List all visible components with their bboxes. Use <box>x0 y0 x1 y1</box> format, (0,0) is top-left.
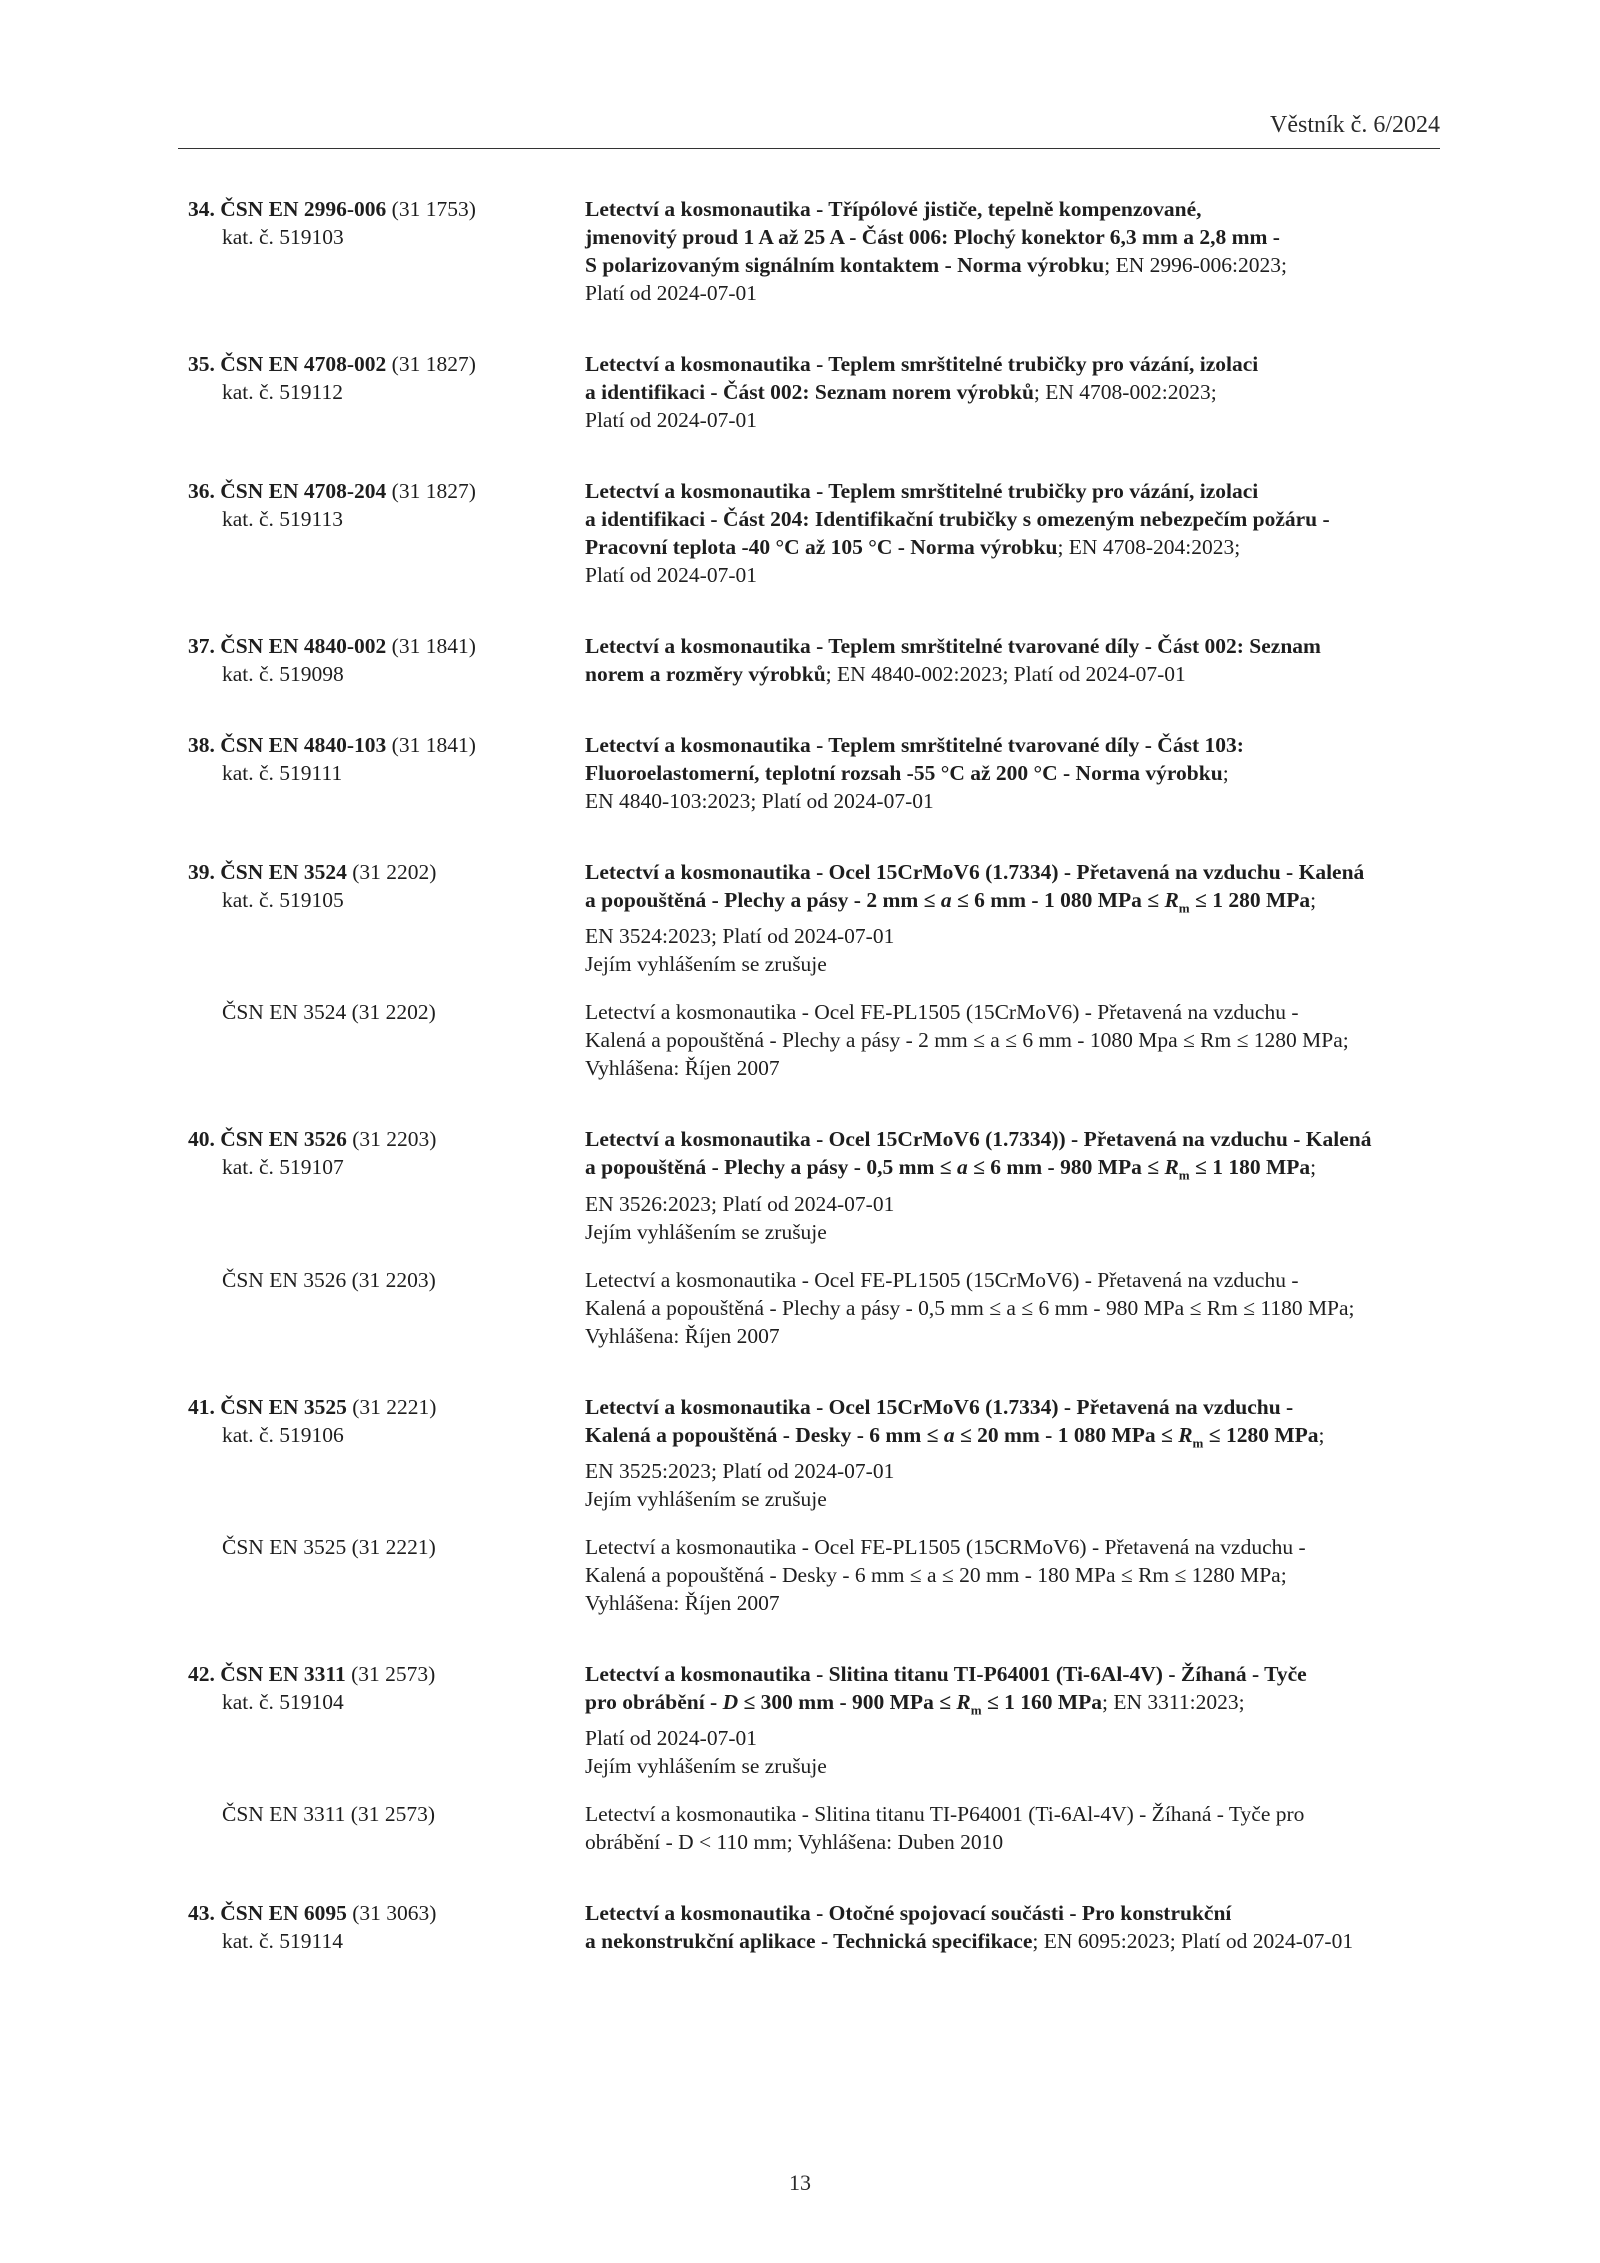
catalog-number: kat. č. 519098 <box>222 662 344 686</box>
en-reference: ; EN 4840-002:2023; Platí od 2024-07-01 <box>825 662 1186 686</box>
standard-code: ČSN EN 4708-002 <box>220 352 387 376</box>
standard-id <box>188 1393 585 1513</box>
standard-code: ČSN EN 3526 <box>220 1127 347 1152</box>
standard-entry <box>188 477 1440 589</box>
en-reference: EN 3524:2023; Platí od 2024-07-01 <box>585 924 895 949</box>
standard-description <box>585 195 1440 307</box>
catalog-number: kat. č. 519103 <box>222 225 344 249</box>
catalog-number: kat. č. 519107 <box>222 1155 344 1180</box>
header-title: Věstník č. 6/2024 <box>1270 112 1440 138</box>
old-title-line: Vyhlášena: Říjen 2007 <box>585 1590 780 1615</box>
standard-description <box>585 1125 1440 1245</box>
standard-id <box>188 1125 585 1245</box>
old-standard-code: ČSN EN 3526 (31 2203) <box>222 1267 436 1292</box>
standard-description <box>585 632 1440 688</box>
standard-entry <box>188 731 1440 815</box>
title-line: a popouštěná - Plechy a pásy - 0,5 mm ≤ a ≤ 6 mm - 980 MPa ≤ $R_m \le 1$ 180 MPa <box>585 1155 1311 1183</box>
standard-entry <box>188 1393 1440 1617</box>
standard-entry <box>188 1660 1440 1856</box>
old-title-line: Vyhlášena: Říjen 2007 <box>585 1056 780 1081</box>
valid-from: Platí od 2024-07-01 <box>585 408 757 432</box>
page-number: 13 <box>789 2170 811 2195</box>
title-tail: ; EN 3311:2023; <box>1102 1689 1245 1714</box>
replaces-note: Jejím vyhlášením se zrušuje <box>585 1486 827 1511</box>
title-line: a nekonstrukční aplikace - Technická specifikace <box>585 1929 1033 1954</box>
title-line: Letectví a kosmonautika - Otočné spojovací součásti - Pro konstrukční <box>585 1901 1232 1926</box>
title-tail: ; <box>1310 1155 1317 1180</box>
title-line: a identifikaci - Část 002: Seznam norem výrobků <box>585 380 1034 404</box>
title-line: norem a rozměry výrobků <box>585 662 826 686</box>
entry-number: 43. <box>188 1901 215 1926</box>
class-code: (31 2203) <box>352 1127 437 1152</box>
catalog-number: kat. č. 519112 <box>222 380 344 404</box>
standard-entry <box>188 350 1440 434</box>
old-title-line: Kalená a popouštěná - Plechy a pásy - 2 mm ≤ a ≤ 6 mm - 1080 Mpa ≤ Rm ≤ 1280 MPa; <box>585 1028 1349 1053</box>
title-tail: ; <box>1222 761 1229 785</box>
standard-code: ČSN EN 3311 <box>220 1661 346 1686</box>
old-standard-code: ČSN EN 3524 (31 2202) <box>222 1000 436 1025</box>
standard-id <box>188 195 585 307</box>
class-code: (31 1827) <box>391 479 476 503</box>
title-line: pro obrábění - D ≤ 300 mm - 900 MPa ≤ $R_m \le 1$ 160 MPa <box>585 1689 1103 1718</box>
title-line: a popouštěná - Plechy a pásy - 2 mm ≤ a ≤ 6 mm - 1 080 MPa ≤ $R_m \le 1$ 280 MPa <box>585 888 1311 916</box>
standard-entry <box>188 632 1440 688</box>
en-reference: EN 3525:2023; Platí od 2024-07-01 <box>585 1458 895 1483</box>
en-reference: ; EN 4708-204:2023; <box>1057 535 1241 559</box>
catalog-number: kat. č. 519106 <box>222 1422 344 1447</box>
entry-number: 39. <box>188 860 215 884</box>
entry-number: 36. <box>188 479 215 503</box>
old-title-line: Kalená a popouštěná - Desky - 6 mm ≤ a ≤ 20 mm - 180 MPa ≤ Rm ≤ 1280 MPa; <box>585 1562 1287 1587</box>
class-code: (31 1841) <box>391 634 476 658</box>
replaces-note: Jejím vyhlášením se zrušuje <box>585 952 827 977</box>
entry-number: 34. <box>188 197 215 221</box>
replaces-note: Jejím vyhlášením se zrušuje <box>585 1219 827 1244</box>
en-reference: ; EN 4708-002:2023; <box>1033 380 1217 404</box>
entry-number: 38. <box>188 733 215 757</box>
title-line: Letectví a kosmonautika - Ocel 15CrMoV6 (1.7334) - Přetavená na vzduchu - Kalená <box>585 860 1365 884</box>
standard-id <box>188 731 585 815</box>
standard-description <box>585 1899 1440 1955</box>
class-code: (31 1753) <box>391 197 476 221</box>
old-title-line: Letectví a kosmonautika - Ocel FE-PL1505 (15CrMoV6) - Přetavená na vzduchu - <box>585 1000 1299 1025</box>
title-tail: ; <box>1310 888 1317 912</box>
valid-from: Platí od 2024-07-01 <box>585 1726 757 1751</box>
title-line: Letectví a kosmonautika - Ocel 15CrMoV6 (1.7334) - Přetavená na vzduchu - <box>585 1394 1294 1419</box>
en-reference: EN 3526:2023; Platí od 2024-07-01 <box>585 1191 895 1216</box>
class-code: (31 2221) <box>352 1394 437 1419</box>
replaced-standard <box>188 998 1440 1082</box>
catalog-number: kat. č. 519114 <box>222 1929 344 1954</box>
catalog-number: kat. č. 519113 <box>222 507 344 531</box>
standard-description <box>585 350 1440 434</box>
title-tail: ; <box>1318 1422 1325 1447</box>
valid-from: Platí od 2024-07-01 <box>585 563 757 587</box>
class-code: (31 3063) <box>352 1901 437 1926</box>
standard-description <box>585 1393 1440 1513</box>
class-code: (31 2202) <box>352 860 437 884</box>
standard-code: ČSN EN 4840-103 <box>220 733 387 757</box>
title-line: Letectví a kosmonautika - Slitina titanu TI-P64001 (Ti-6Al-4V) - Žíhaná - Tyče <box>585 1661 1307 1686</box>
page-header <box>178 112 1440 149</box>
title-line: Letectví a kosmonautika - Teplem smrštitelné tvarované díly - Část 103: <box>585 733 1244 757</box>
standard-description <box>585 1660 1440 1780</box>
catalog-number: kat. č. 519111 <box>222 761 343 785</box>
standard-id <box>188 1660 585 1780</box>
standard-code: ČSN EN 3525 <box>220 1394 347 1419</box>
title-line: Letectví a kosmonautika - Ocel 15CrMoV6 (1.7334)) - Přetavená na vzduchu - Kalená <box>585 1127 1372 1152</box>
old-title-line: Letectví a kosmonautika - Ocel FE-PL1505 (15CRMoV6) - Přetavená na vzduchu - <box>585 1534 1306 1559</box>
title-line: S polarizovaným signálním kontaktem - Norma výrobku <box>585 253 1105 277</box>
standard-description <box>585 477 1440 589</box>
en-reference: EN 4840-103:2023; Platí od 2024-07-01 <box>585 789 934 813</box>
standards-list <box>188 195 1440 1998</box>
title-line: Letectví a kosmonautika - Teplem smrštitelné trubičky pro vázání, izolaci <box>585 479 1259 503</box>
standard-code: ČSN EN 6095 <box>220 1901 347 1926</box>
standard-code: ČSN EN 2996-006 <box>220 197 387 221</box>
standard-id <box>188 477 585 589</box>
title-line: Letectví a kosmonautika - Teplem smrštitelné tvarované díly - Část 002: Seznam <box>585 634 1321 658</box>
old-title-line: Kalená a popouštěná - Plechy a pásy - 0,5 mm ≤ a ≤ 6 mm - 980 MPa ≤ Rm ≤ 1180 MPa; <box>585 1295 1355 1320</box>
entry-number: 40. <box>188 1127 215 1152</box>
title-line: jmenovitý proud 1 A až 25 A - Část 006: Plochý konektor 6,3 mm a 2,8 mm - <box>585 225 1280 249</box>
standard-entry <box>188 1899 1440 1955</box>
catalog-number: kat. č. 519104 <box>222 1689 344 1714</box>
class-code: (31 2573) <box>351 1661 436 1686</box>
old-title-line: obrábění - D < 110 mm; Vyhlášena: Duben 2010 <box>585 1830 1004 1855</box>
old-title-line: Letectví a kosmonautika - Ocel FE-PL1505 (15CrMoV6) - Přetavená na vzduchu - <box>585 1267 1299 1292</box>
standard-entry <box>188 1125 1440 1349</box>
en-reference: ; EN 2996-006:2023; <box>1104 253 1287 277</box>
old-standard-code: ČSN EN 3311 (31 2573) <box>222 1802 436 1827</box>
standard-id <box>188 1899 585 1955</box>
valid-from: Platí od 2024-07-01 <box>585 281 757 305</box>
standard-id <box>188 350 585 434</box>
entry-number: 37. <box>188 634 215 658</box>
old-standard-code: ČSN EN 3525 (31 2221) <box>222 1534 436 1559</box>
title-line: Letectví a kosmonautika - Třípólové jističe, tepelně kompenzované, <box>585 197 1202 221</box>
standard-id <box>188 632 585 688</box>
en-reference: ; EN 6095:2023; Platí od 2024-07-01 <box>1032 1929 1354 1954</box>
entry-number: 42. <box>188 1661 215 1686</box>
standard-entry <box>188 195 1440 307</box>
replaces-note: Jejím vyhlášením se zrušuje <box>585 1754 827 1779</box>
standard-id <box>188 858 585 978</box>
replaced-standard <box>188 1800 1440 1856</box>
entry-number: 41. <box>188 1394 215 1419</box>
standard-description <box>585 858 1440 978</box>
title-line: Letectví a kosmonautika - Teplem smrštitelné trubičky pro vázání, izolaci <box>585 352 1259 376</box>
standard-entry <box>188 858 1440 1082</box>
catalog-number: kat. č. 519105 <box>222 888 344 912</box>
title-line: Pracovní teplota -40 °C až 105 °C - Norma výrobku <box>585 535 1058 559</box>
class-code: (31 1827) <box>391 352 476 376</box>
replaced-standard <box>188 1533 1440 1617</box>
class-code: (31 1841) <box>391 733 476 757</box>
entry-number: 35. <box>188 352 215 376</box>
standard-code: ČSN EN 4708-204 <box>220 479 387 503</box>
standard-code: ČSN EN 4840-002 <box>220 634 387 658</box>
title-line: a identifikaci - Část 204: Identifikační trubičky s omezeným nebezpečím požáru - <box>585 507 1330 531</box>
replaced-standard <box>188 1266 1440 1350</box>
title-line: Kalená a popouštěná - Desky - 6 mm ≤ a ≤ 20 mm - 1 080 MPa ≤ $R_m \le 1280$ MPa <box>585 1422 1319 1450</box>
old-title-line: Letectví a kosmonautika - Slitina titanu TI-P64001 (Ti-6Al-4V) - Žíhaná - Tyče pro <box>585 1802 1305 1827</box>
title-line: Fluoroelastomerní, teplotní rozsah -55 °C až 200 °C - Norma výrobku <box>585 761 1223 785</box>
standard-description <box>585 731 1440 815</box>
old-title-line: Vyhlášena: Říjen 2007 <box>585 1323 780 1348</box>
standard-code: ČSN EN 3524 <box>220 860 347 884</box>
